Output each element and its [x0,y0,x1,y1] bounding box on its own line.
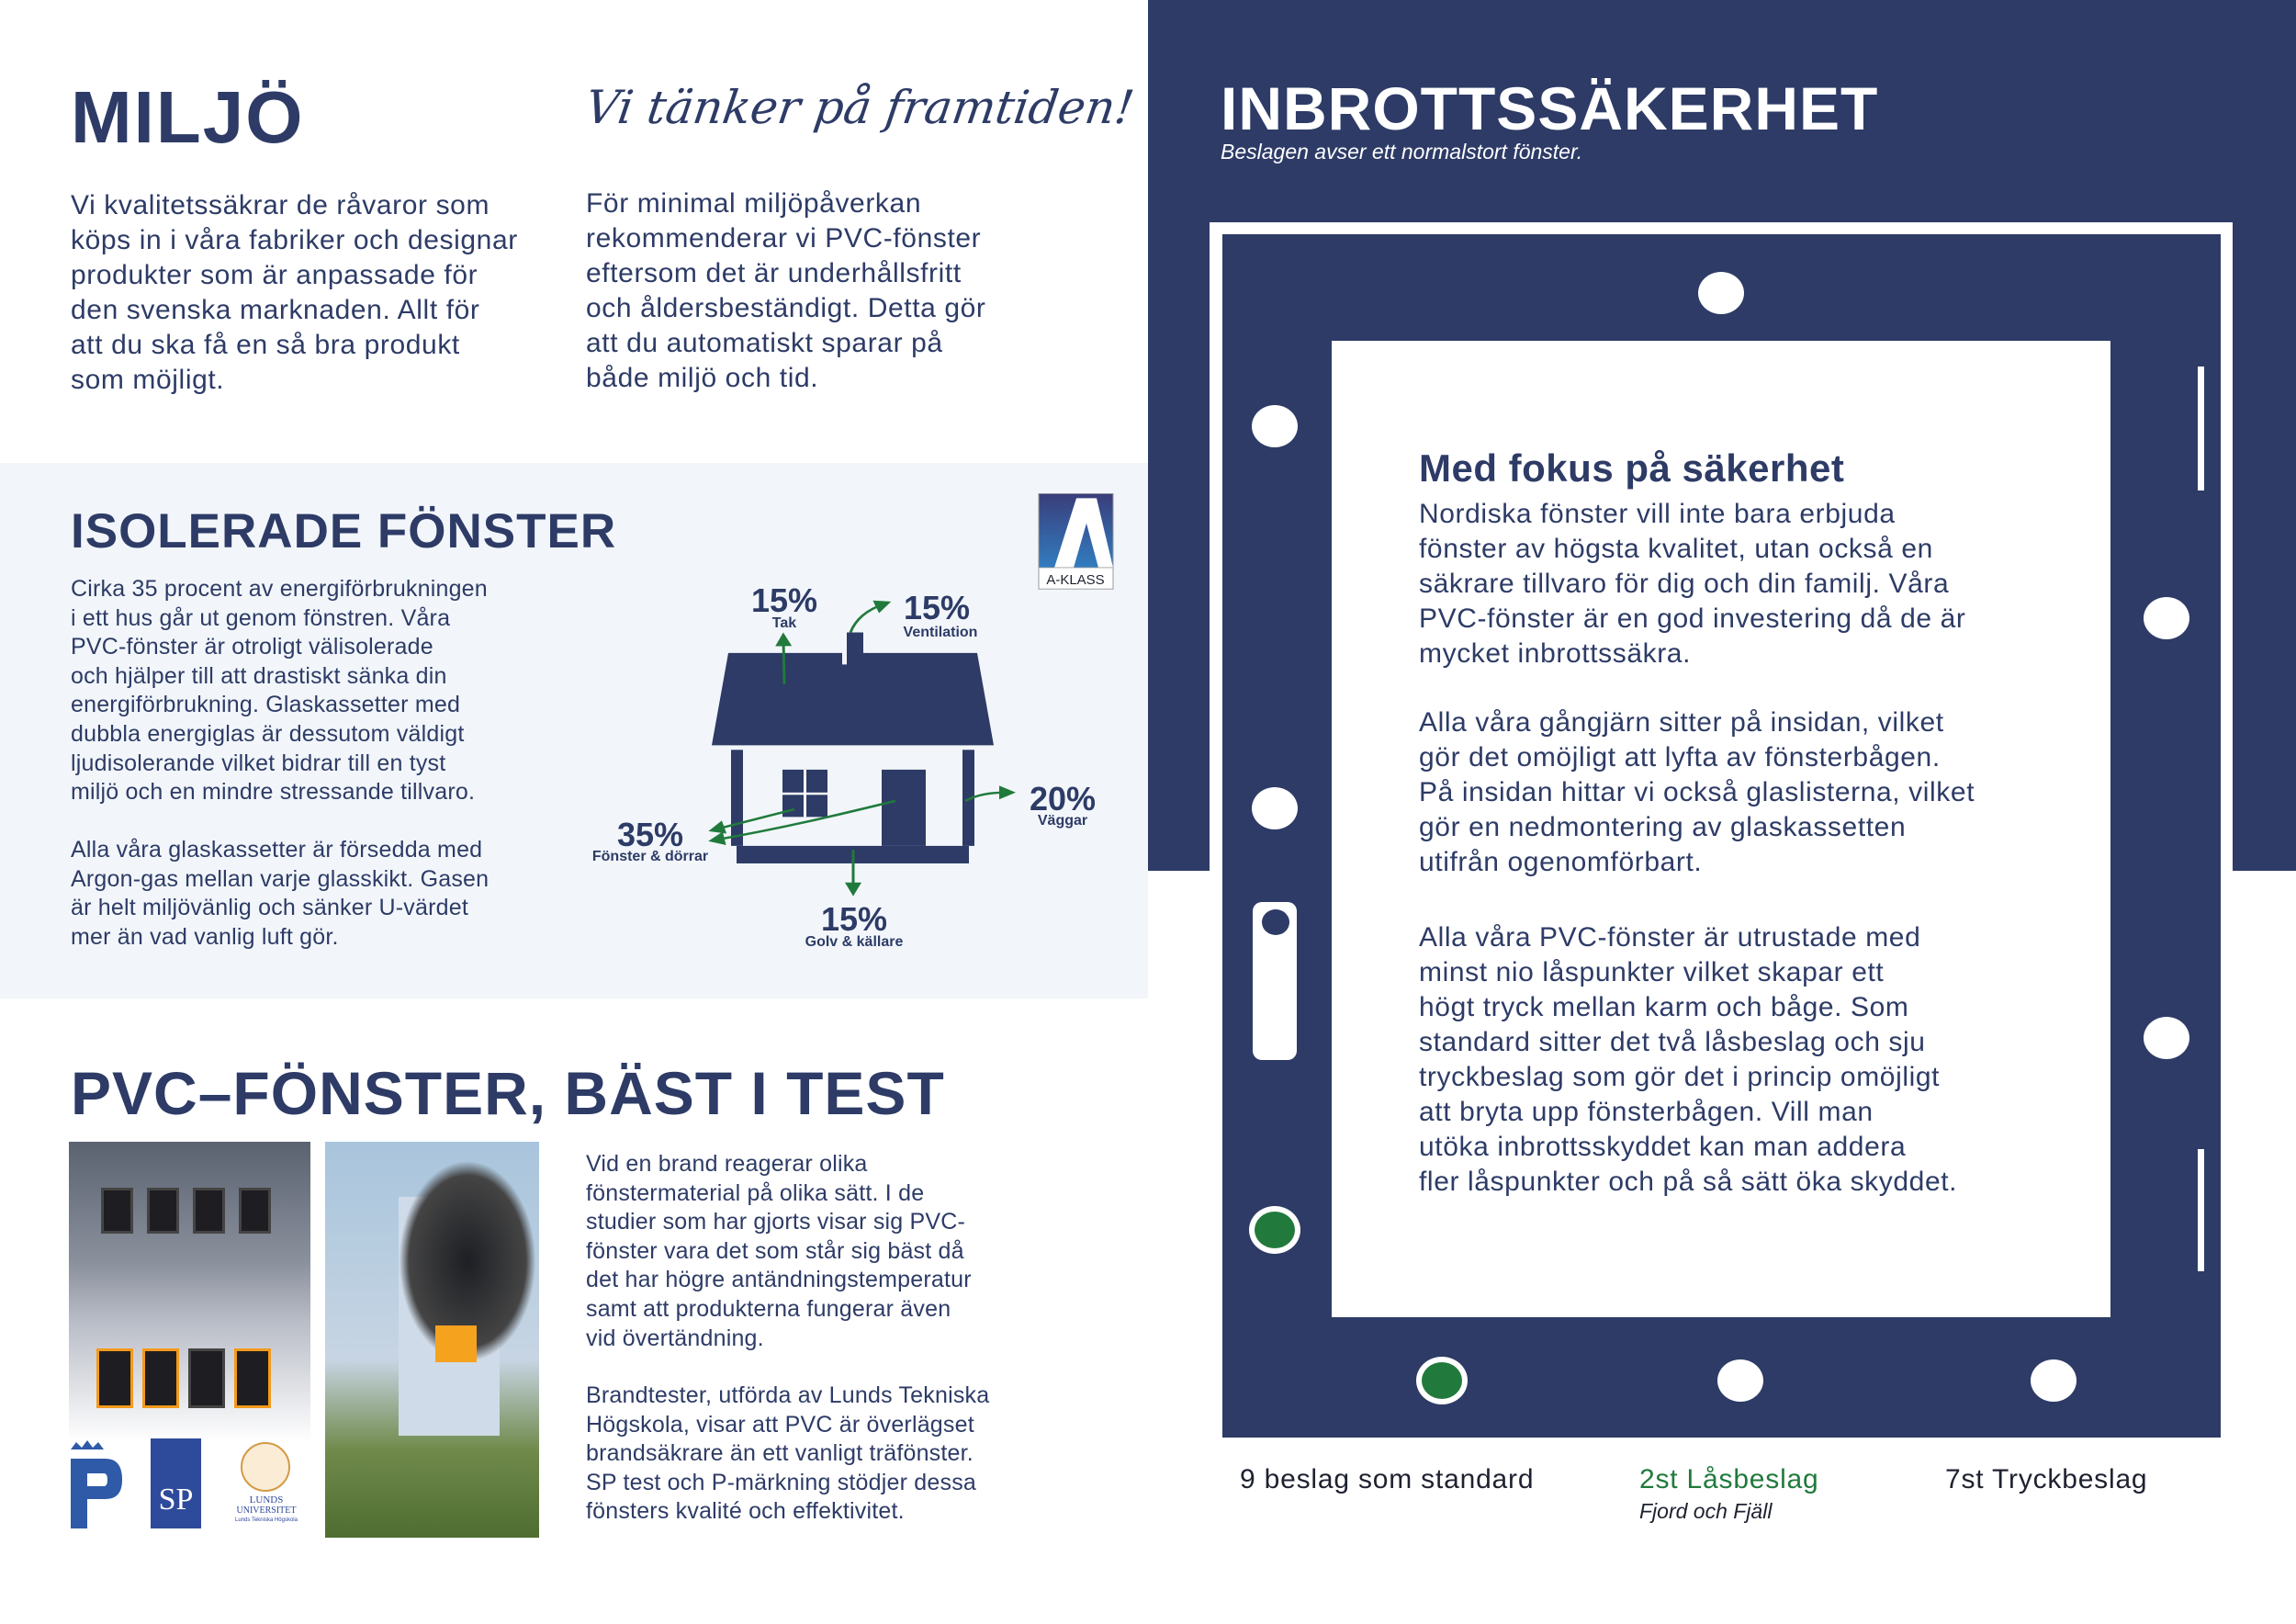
pressure-fitting-icon [1698,272,1744,314]
text-line: köps in i våra fabriker och designar [71,225,518,255]
text-line: minst nio låspunkter vilket skapar ett [1419,957,1885,987]
text-line: gör en nedmontering av glaskassetten [1419,812,1907,842]
legend-lock-subtitle: Fjord och Fjäll [1639,1499,1773,1523]
text-line: är helt miljövänlig och sänker U-värdet [71,895,468,921]
lock-fitting-icon [1416,1357,1468,1404]
text-line: Argon-gas mellan varje glasskikt. Gasen [71,865,490,892]
text-line: rekommenderar vi PVC-fönster [586,223,982,254]
text-line: Cirka 35 procent av energiförbrukningen [71,576,488,602]
text-line: den svenska marknaden. Allt för [71,295,480,325]
lund-logo-line: UNIVERSITET [236,1506,297,1516]
legend-standard: 9 beslag som standard [1240,1464,1535,1494]
legend-pressure: 7st Tryckbeslag [1945,1464,2148,1494]
pvc-paragraph-2 [586,1382,989,1527]
security-title: INBROTTSSÄKERHET [1221,74,1879,142]
text-line: mer än vad vanlig luft gör. [71,923,339,950]
fire-test-photo-tower [325,1142,539,1538]
lund-logo-line: LUNDS [249,1494,284,1506]
security-subtitle: Beslagen avser ett normalstort fönster. [1221,140,1583,164]
text-line: att bryta upp fönsterbågen. Vill man [1419,1097,1874,1127]
security-paragraph-1 [1419,497,1966,671]
loss-ventilation-label: Ventilation [903,625,978,640]
pvc-paragraph-1 [586,1150,972,1353]
text-line: fönster vara det som står sig bäst då [586,1237,964,1264]
text-line: tryckbeslag som gör det i princip omöjligt [1419,1062,1941,1092]
text-line: samt att produkterna fungerar även [586,1295,951,1322]
insulation-title: ISOLERADE FÖNSTER [71,504,617,558]
loss-tak-label: Tak [771,615,797,631]
sp-logo: SP [151,1438,201,1528]
text-line: miljö och en mindre stressande tillvaro. [71,779,476,806]
text-line: Vi kvalitetssäkrar de råvaror som [71,190,490,220]
text-line: Alla våra PVC-fönster är utrustade med [1419,922,1921,953]
handle-slot-dot [1262,909,1289,935]
loss-vaggar-label: Väggar [1037,813,1088,829]
slogan: Vi tänker på framtiden! [581,81,1138,134]
text-line: För minimal miljöpåverkan [586,188,922,219]
text-line: fönster av högsta kvalitet, utan också en [1419,534,1933,564]
miljo-title: MILJÖ [71,76,305,158]
p-mark-logo [69,1438,124,1530]
loss-ventilation-pct: 15% [903,589,971,626]
text-line: Alla våra glaskassetter är försedda med [71,837,483,863]
pressure-fitting-icon [1252,405,1298,447]
security-paragraph-2 [1419,705,1975,880]
loss-fonster-pct: 35% [616,816,684,853]
text-line: att du ska få en så bra produkt [71,330,460,360]
hinge-icon [2198,367,2204,491]
house-heat-loss-diagram [551,478,1148,974]
text-line: brandsäkrare än ett vanligt träfönster. [586,1440,974,1467]
text-line: energiförbrukning. Glaskassetter med [71,692,461,718]
text-line: utöka inbrottsskyddet kan man addera [1419,1132,1907,1162]
text-line: säkrare tillvaro för dig och din familj. Våra [1419,569,1950,599]
text-line: Högskola, visar att PVC är överlägset [586,1411,974,1438]
loss-vaggar-pct: 20% [1029,780,1097,818]
pressure-fitting-icon [1252,787,1298,829]
text-line: Nordiska fönster vill inte bara erbjuda [1419,499,1896,529]
text-line: Alla våra gångjärn sitter på insidan, vilket [1419,707,1944,738]
text-line: högt tryck mellan karm och båge. Som [1419,992,1909,1022]
text-line: studier som har gjorts visar sig PVC- [586,1209,966,1235]
insulation-paragraph-2 [71,836,489,952]
lund-university-logo [220,1495,312,1526]
text-line: fönstermaterial på olika sätt. I de [586,1179,925,1206]
loss-golv-pct: 15% [820,900,888,938]
pvc-title: PVC–FÖNSTER, BÄST I TEST [71,1059,945,1127]
text-line: som möjligt. [71,365,225,395]
text-line: vid övertändning. [586,1325,764,1351]
text-line: produkter som är anpassade för [71,260,478,290]
text-line: ljudisolerande vilket bidrar till en tyst [71,750,446,776]
text-line: PVC-fönster är en god investering då de är [1419,603,1966,634]
lock-fitting-icon [1249,1206,1300,1254]
text-line: Brandtester, utförda av Lunds Tekniska [586,1382,990,1408]
pressure-fitting-icon [2031,1359,2077,1402]
text-line: standard sitter det två låsbeslag och sju [1419,1027,1926,1057]
text-line: och åldersbeständigt. Detta gör [586,293,986,323]
text-line: och hjälper till att drastiskt sänka din [71,662,447,689]
text-line: i ett hus går ut genom fönstren. Våra [71,604,451,631]
security-paragraph-3 [1419,920,1957,1200]
text-line: dubbla energiglas är dessutom väldigt [71,720,465,747]
miljo-left-paragraph [71,188,518,398]
text-line: fler låspunkter och på så sätt öka skyddet. [1419,1167,1958,1197]
miljo-right-paragraph [586,186,986,396]
text-line: att du automatiskt sparar på [586,328,943,358]
a-klass-label: A-KLASS [1046,572,1105,588]
house-icon [712,632,994,863]
text-line: både miljö och tid. [586,363,819,393]
lund-logo-line: Lunds Tekniska Högskola [235,1517,298,1523]
text-line: Vid en brand reagerar olika [586,1151,868,1177]
fire-test-photo-facade [69,1142,310,1442]
loss-tak-pct: 15% [750,581,818,619]
text-line: utifrån ogenomförbart. [1419,847,1703,877]
text-line: mycket inbrottssäkra. [1419,638,1692,669]
loss-fonster-label: Fönster & dörrar [591,849,709,864]
lund-seal-icon [241,1442,290,1492]
pressure-fitting-icon [2144,1017,2189,1059]
text-line: fönsters kvalité och effektivitet. [586,1498,905,1525]
insulation-paragraph-1 [71,575,488,807]
text-line: På insidan hittar vi också glaslisterna, vilket [1419,777,1975,807]
legend-lock: 2st Låsbeslag [1639,1464,1819,1494]
text-line: gör det omöjligt att lyfta av fönsterbågen. [1419,742,1941,773]
text-line: SP test och P-märkning stödjer dessa [586,1469,976,1495]
pressure-fitting-icon [1717,1359,1763,1402]
text-line: PVC-fönster är otroligt välisolerade [71,634,433,660]
pressure-fitting-icon [2144,597,2189,639]
text-line: eftersom det är underhållsfritt [586,258,962,288]
loss-golv-label: Golv & källare [805,934,904,950]
hinge-icon [2198,1149,2204,1271]
security-heading: Med fokus på säkerhet [1419,446,1845,490]
text-line: det har högre antändningstemperatur [586,1267,972,1293]
